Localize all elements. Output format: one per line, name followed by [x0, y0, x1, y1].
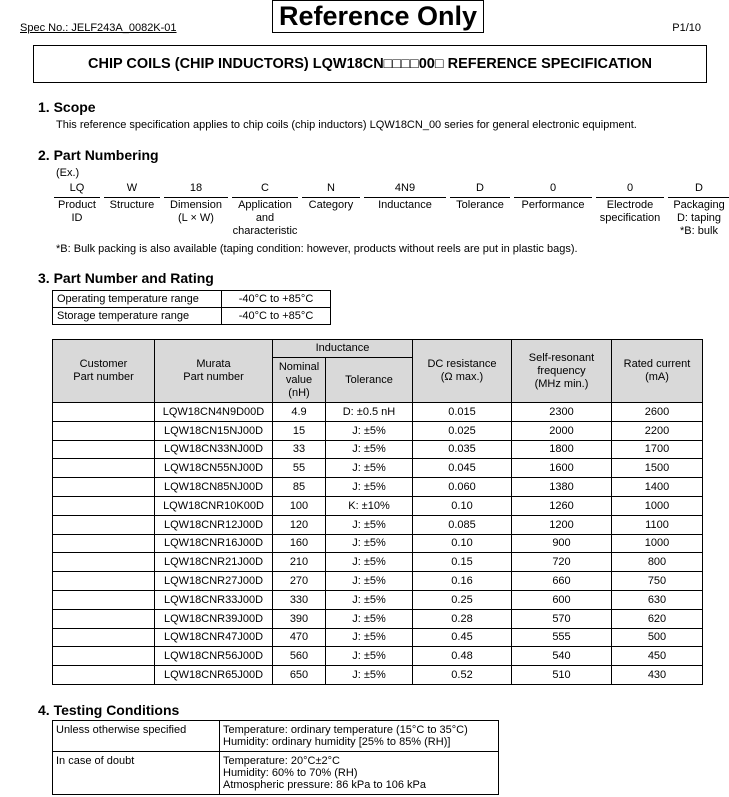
- tolerance-cell: D: ±0.5 nH: [326, 403, 413, 422]
- rated-current-cell: 1500: [612, 459, 703, 478]
- customer-part-cell: [53, 553, 155, 572]
- tolerance-header: Tolerance: [326, 358, 413, 403]
- nominal-value-cell: 55: [273, 459, 326, 478]
- tolerance-cell: J: ±5%: [326, 628, 413, 647]
- segment-description-line: characteristic: [232, 225, 298, 237]
- segment-description-line: and: [255, 212, 275, 224]
- segment-code: 4N9: [364, 182, 446, 198]
- dc-resistance-cell: 0.10: [413, 496, 512, 515]
- temperature-value: -40°C to +85°C: [222, 291, 331, 308]
- nominal-value-header: [273, 358, 326, 403]
- customer-part-cell: [53, 421, 155, 440]
- segment-description: [450, 198, 510, 212]
- tolerance-cell: J: ±5%: [326, 572, 413, 591]
- nominal-value-cell: 330: [273, 590, 326, 609]
- page-number: P1/10: [672, 22, 701, 34]
- dc-resistance-cell: 0.45: [413, 628, 512, 647]
- document-title: CHIP COILS (CHIP INDUCTORS) LQW18CN□□□□00□ REFERENCE SPECIFICATION: [33, 45, 707, 83]
- segment-code: D: [668, 182, 729, 198]
- customer-part-cell: [53, 590, 155, 609]
- header-line: Rated current: [623, 358, 691, 370]
- part-number-segment: [302, 182, 360, 238]
- inductance-header: Inductance: [273, 340, 413, 358]
- murata-part-header: [155, 340, 273, 403]
- segment-description: [104, 198, 160, 212]
- table-row: [53, 628, 703, 647]
- nominal-value-cell: 470: [273, 628, 326, 647]
- murata-part-cell: LQW18CN85NJ00D: [155, 478, 273, 497]
- segment-description: [302, 198, 360, 212]
- tolerance-cell: J: ±5%: [326, 459, 413, 478]
- segment-description-line: Inductance: [378, 199, 432, 211]
- nominal-value-cell: 210: [273, 553, 326, 572]
- testing-label: In case of doubt: [53, 752, 220, 795]
- testing-heading: 4. Testing Conditions: [38, 702, 180, 718]
- nominal-value-cell: 560: [273, 647, 326, 666]
- customer-part-header: [53, 340, 155, 403]
- segment-description-line: Category: [308, 199, 354, 211]
- srf-cell: 555: [512, 628, 612, 647]
- example-label: (Ex.): [56, 167, 80, 179]
- dc-resistance-cell: 0.060: [413, 478, 512, 497]
- dc-resistance-cell: 0.025: [413, 421, 512, 440]
- segment-description: [596, 198, 664, 225]
- customer-part-cell: [53, 440, 155, 459]
- murata-part-cell: LQW18CNR10K00D: [155, 496, 273, 515]
- rated-current-cell: 800: [612, 553, 703, 572]
- header-line: Part number: [73, 371, 134, 383]
- nominal-value-cell: 390: [273, 609, 326, 628]
- reference-only-stamp: Reference Only: [272, 0, 484, 33]
- segment-description: [232, 198, 298, 238]
- condition-line: Temperature: ordinary temperature (15°C to 35°C): [223, 724, 468, 736]
- rated-current-cell: 1000: [612, 496, 703, 515]
- segment-code: C: [232, 182, 298, 198]
- srf-cell: 510: [512, 666, 612, 685]
- temperature-label: Operating temperature range: [53, 291, 222, 308]
- customer-part-cell: [53, 478, 155, 497]
- rating-table: [52, 339, 703, 685]
- rating-heading: 3. Part Number and Rating: [38, 270, 214, 286]
- customer-part-cell: [53, 403, 155, 422]
- segment-code: N: [302, 182, 360, 198]
- segment-description-line: ID: [71, 212, 83, 224]
- customer-part-cell: [53, 609, 155, 628]
- srf-cell: 1800: [512, 440, 612, 459]
- segment-code: 0: [596, 182, 664, 198]
- nominal-value-cell: 4.9: [273, 403, 326, 422]
- table-row: [53, 666, 703, 685]
- segment-description-line: *B: bulk: [680, 225, 718, 237]
- bulk-note: *B: Bulk packing is also available (taping condition: however, products without reels are put in plastic bags).: [56, 243, 578, 255]
- header-line: Murata: [196, 358, 231, 370]
- table-row: [53, 534, 703, 553]
- part-number-segment: [232, 182, 298, 238]
- header-line: DC resistance: [427, 358, 497, 370]
- srf-cell: 1600: [512, 459, 612, 478]
- testing-label: Unless otherwise specified: [53, 721, 220, 752]
- murata-part-cell: LQW18CN33NJ00D: [155, 440, 273, 459]
- part-number-segment: [596, 182, 664, 238]
- segment-description-line: specification: [599, 212, 661, 224]
- temperature-row: [53, 308, 331, 325]
- dc-resistance-cell: 0.035: [413, 440, 512, 459]
- tolerance-cell: J: ±5%: [326, 647, 413, 666]
- segment-description-line: Electrode: [606, 199, 654, 211]
- table-row: [53, 496, 703, 515]
- dc-resistance-cell: 0.52: [413, 666, 512, 685]
- part-numbering-heading: 2. Part Numbering: [38, 147, 159, 163]
- customer-part-cell: [53, 515, 155, 534]
- segment-description-line: Performance: [521, 199, 585, 211]
- customer-part-cell: [53, 534, 155, 553]
- part-number-segment: [450, 182, 510, 238]
- nominal-value-cell: 100: [273, 496, 326, 515]
- temperature-table: [52, 290, 331, 325]
- condition-line: Atmospheric pressure: 86 kPa to 106 kPa: [223, 779, 426, 791]
- rated-current-cell: 620: [612, 609, 703, 628]
- segment-description: [514, 198, 592, 212]
- murata-part-cell: LQW18CNR21J00D: [155, 553, 273, 572]
- segment-description: [54, 198, 100, 225]
- header-line: frequency: [537, 364, 586, 377]
- rated-current-cell: 750: [612, 572, 703, 591]
- rated-current-cell: 1100: [612, 515, 703, 534]
- header-line: Part number: [183, 371, 244, 383]
- segment-code: 0: [514, 182, 592, 198]
- rated-current-cell: 430: [612, 666, 703, 685]
- rated-current-cell: 1000: [612, 534, 703, 553]
- srf-cell: 660: [512, 572, 612, 591]
- tolerance-cell: J: ±5%: [326, 478, 413, 497]
- segment-description-line: Application: [238, 199, 292, 211]
- segment-description-line: Structure: [109, 199, 155, 211]
- table-row: [53, 459, 703, 478]
- murata-part-cell: LQW18CN4N9D00D: [155, 403, 273, 422]
- part-number-segment: [104, 182, 160, 238]
- rated-current-cell: 630: [612, 590, 703, 609]
- table-row: [53, 553, 703, 572]
- customer-part-cell: [53, 666, 155, 685]
- header-line: Customer: [79, 358, 128, 370]
- table-row: [53, 572, 703, 591]
- srf-cell: 2000: [512, 421, 612, 440]
- segment-description-line: D: taping: [676, 212, 722, 224]
- condition-line: Humidity: 60% to 70% (RH): [223, 767, 358, 779]
- condition-line: Humidity: ordinary humidity [25% to 85% (RH)]: [223, 736, 451, 748]
- srf-cell: 720: [512, 553, 612, 572]
- dc-resistance-cell: 0.015: [413, 403, 512, 422]
- dc-resistance-cell: 0.16: [413, 572, 512, 591]
- rated-current-cell: 2200: [612, 421, 703, 440]
- part-number-breakdown: [54, 182, 729, 238]
- segment-code: D: [450, 182, 510, 198]
- nominal-value-cell: 85: [273, 478, 326, 497]
- scope-text: This reference specification applies to chip coils (chip inductors) LQW18CN_00 series for general electronic equipment.: [56, 119, 637, 131]
- testing-row: [53, 721, 499, 752]
- customer-part-cell: [53, 628, 155, 647]
- srf-cell: 1380: [512, 478, 612, 497]
- nominal-value-cell: 33: [273, 440, 326, 459]
- tolerance-cell: J: ±5%: [326, 666, 413, 685]
- srf-cell: 2300: [512, 403, 612, 422]
- table-row: [53, 403, 703, 422]
- segment-code: 18: [164, 182, 228, 198]
- testing-conditions-table: [52, 720, 499, 795]
- part-number-segment: [54, 182, 100, 238]
- tolerance-cell: K: ±10%: [326, 496, 413, 515]
- tolerance-cell: J: ±5%: [326, 440, 413, 459]
- header-line: (MHz min.): [534, 377, 589, 390]
- dc-resistance-cell: 0.085: [413, 515, 512, 534]
- spec-number: Spec No.: JELF243A_0082K-01: [20, 22, 177, 34]
- rated-current-cell: 1400: [612, 478, 703, 497]
- nominal-value-cell: 270: [273, 572, 326, 591]
- tolerance-cell: J: ±5%: [326, 515, 413, 534]
- table-row: [53, 440, 703, 459]
- testing-conditions: [220, 752, 499, 795]
- srf-cell: 900: [512, 534, 612, 553]
- nominal-value-cell: 120: [273, 515, 326, 534]
- segment-description-line: Packaging: [673, 199, 725, 211]
- segment-description-line: (L × W): [178, 212, 214, 224]
- tolerance-cell: J: ±5%: [326, 534, 413, 553]
- tolerance-cell: J: ±5%: [326, 590, 413, 609]
- rated-current-header: [612, 340, 703, 403]
- dc-resistance-header: [413, 340, 512, 403]
- nominal-value-cell: 160: [273, 534, 326, 553]
- header-line: (mA): [645, 371, 669, 383]
- segment-code: W: [104, 182, 160, 198]
- part-number-segment: [514, 182, 592, 238]
- srf-cell: 600: [512, 590, 612, 609]
- rated-current-cell: 450: [612, 647, 703, 666]
- murata-part-cell: LQW18CNR16J00D: [155, 534, 273, 553]
- murata-part-cell: LQW18CNR39J00D: [155, 609, 273, 628]
- rated-current-cell: 1700: [612, 440, 703, 459]
- condition-line: Temperature: 20°C±2°C: [223, 755, 340, 767]
- murata-part-cell: LQW18CN15NJ00D: [155, 421, 273, 440]
- rated-current-cell: 2600: [612, 403, 703, 422]
- srf-cell: 1200: [512, 515, 612, 534]
- header-line: Nominal: [278, 360, 320, 373]
- murata-part-cell: LQW18CNR12J00D: [155, 515, 273, 534]
- segment-description-line: Dimension: [170, 199, 222, 211]
- customer-part-cell: [53, 572, 155, 591]
- segment-description-line: Product: [58, 199, 96, 211]
- table-row: [53, 647, 703, 666]
- header-line: (nH): [288, 386, 310, 399]
- dc-resistance-cell: 0.045: [413, 459, 512, 478]
- segment-description: [364, 198, 446, 212]
- segment-description: [164, 198, 228, 225]
- murata-part-cell: LQW18CNR33J00D: [155, 590, 273, 609]
- table-row: [53, 609, 703, 628]
- header-line: Self-resonant: [528, 351, 595, 364]
- tolerance-cell: J: ±5%: [326, 609, 413, 628]
- murata-part-cell: LQW18CN55NJ00D: [155, 459, 273, 478]
- rated-current-cell: 500: [612, 628, 703, 647]
- murata-part-cell: LQW18CNR56J00D: [155, 647, 273, 666]
- murata-part-cell: LQW18CNR27J00D: [155, 572, 273, 591]
- nominal-value-cell: 650: [273, 666, 326, 685]
- temperature-row: [53, 291, 331, 308]
- srf-cell: 570: [512, 609, 612, 628]
- customer-part-cell: [53, 647, 155, 666]
- srf-cell: 540: [512, 647, 612, 666]
- part-number-segment: [164, 182, 228, 238]
- table-row: [53, 515, 703, 534]
- scope-heading: 1. Scope: [38, 99, 96, 115]
- srf-cell: 1260: [512, 496, 612, 515]
- header-line: value: [285, 373, 313, 386]
- part-number-segment: [364, 182, 446, 238]
- header-line: (Ω max.): [440, 371, 484, 383]
- dc-resistance-cell: 0.25: [413, 590, 512, 609]
- testing-conditions: [220, 721, 499, 752]
- dc-resistance-cell: 0.15: [413, 553, 512, 572]
- nominal-value-cell: 15: [273, 421, 326, 440]
- temperature-value: -40°C to +85°C: [222, 308, 331, 325]
- dc-resistance-cell: 0.10: [413, 534, 512, 553]
- tolerance-cell: J: ±5%: [326, 421, 413, 440]
- customer-part-cell: [53, 459, 155, 478]
- dc-resistance-cell: 0.48: [413, 647, 512, 666]
- srf-header: [512, 340, 612, 403]
- part-number-segment: [668, 182, 729, 238]
- dc-resistance-cell: 0.28: [413, 609, 512, 628]
- customer-part-cell: [53, 496, 155, 515]
- table-row: [53, 478, 703, 497]
- table-row: [53, 421, 703, 440]
- segment-code: LQ: [54, 182, 100, 198]
- murata-part-cell: LQW18CNR47J00D: [155, 628, 273, 647]
- murata-part-cell: LQW18CNR65J00D: [155, 666, 273, 685]
- testing-row: [53, 752, 499, 795]
- segment-description: [668, 198, 729, 238]
- segment-description-line: Tolerance: [456, 199, 504, 211]
- temperature-label: Storage temperature range: [53, 308, 222, 325]
- tolerance-cell: J: ±5%: [326, 553, 413, 572]
- table-row: [53, 590, 703, 609]
